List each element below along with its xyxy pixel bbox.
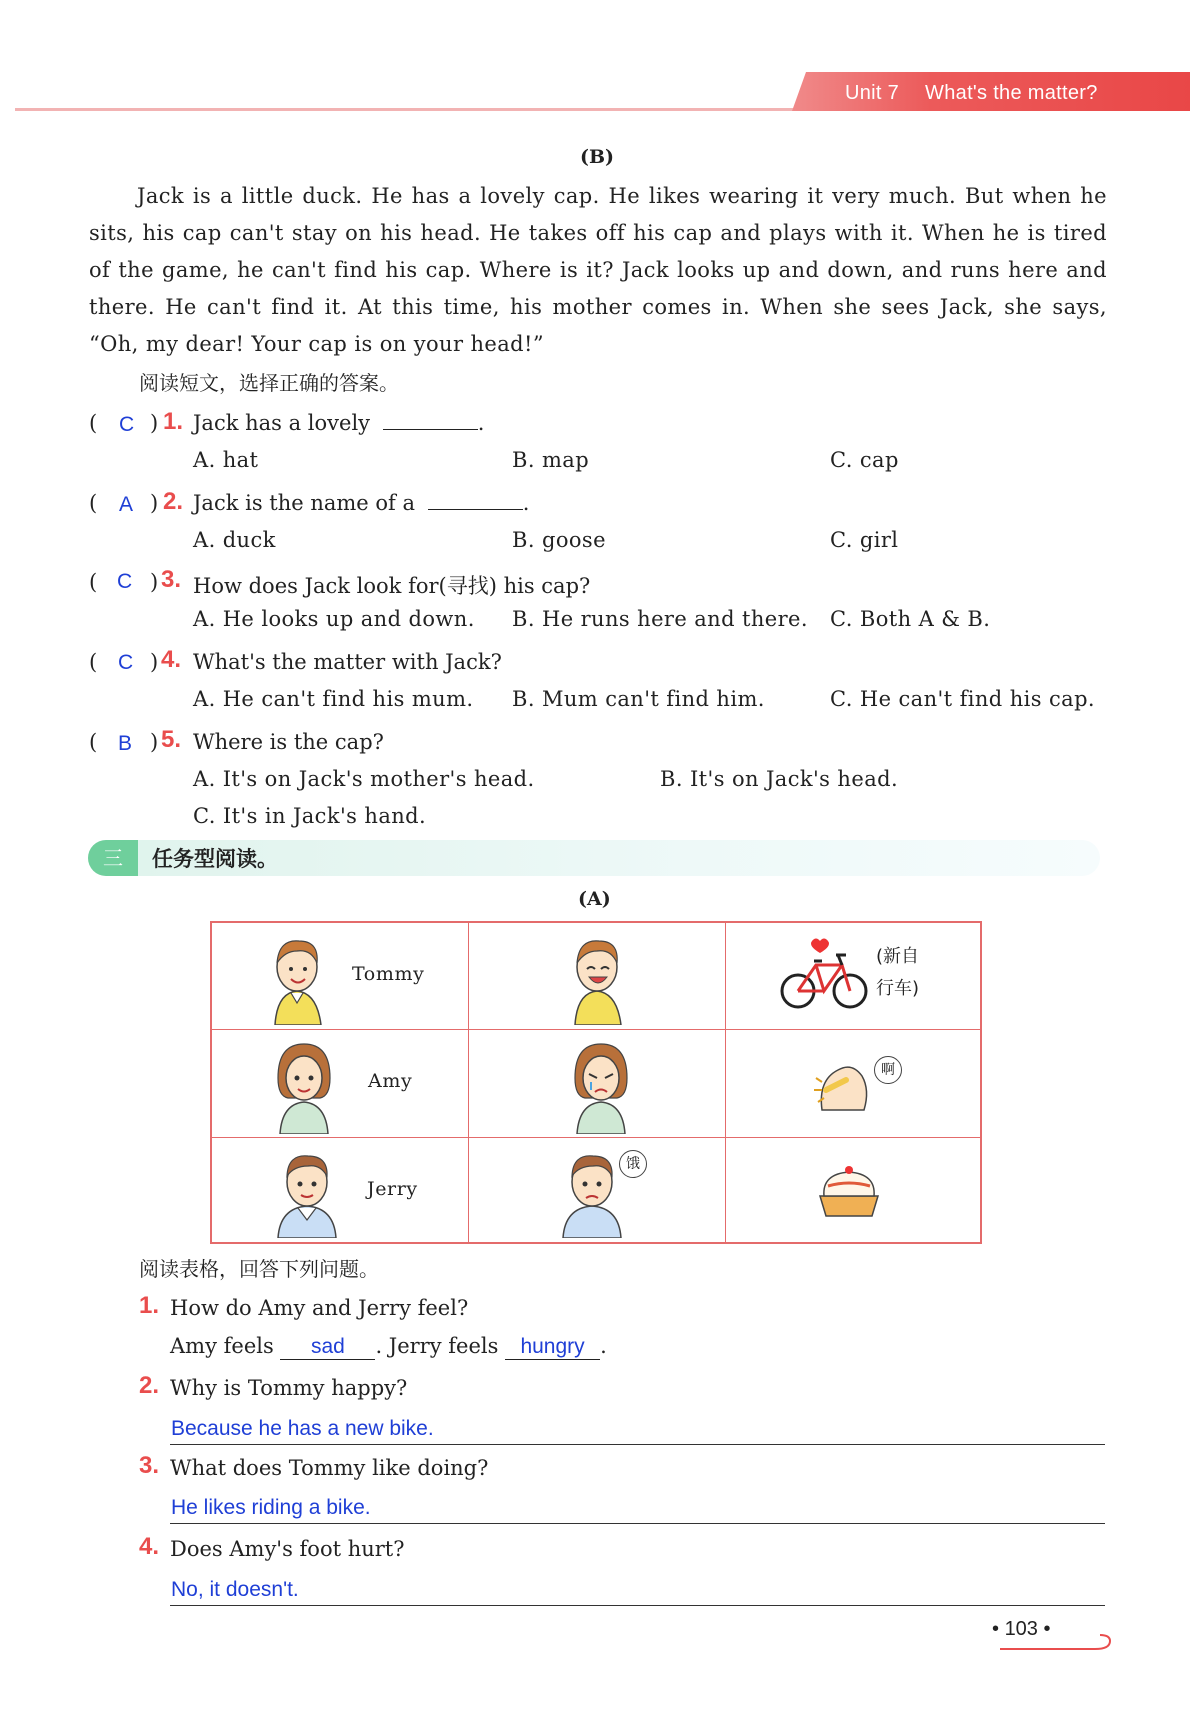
sad-face-icon (569, 1038, 633, 1134)
answer-slot-hungry (505, 1334, 600, 1360)
question-number-1: 1. (163, 408, 184, 435)
task-question-2: Why is Tommy happy? (170, 1376, 408, 1400)
option-b: B. Mum can't find him. (512, 687, 765, 711)
question-3: How does Jack look for(寻找) his cap? (193, 574, 591, 598)
mc-answer-3: C (117, 570, 133, 593)
person-name-tommy: Tommy (352, 963, 425, 985)
option-b: B. map (512, 448, 590, 472)
person-name-jerry: Jerry (367, 1178, 418, 1200)
page-number-value: 103 (1004, 1618, 1038, 1640)
table-cell-tommy (212, 923, 469, 1030)
option-b: B. He runs here and there. (512, 607, 808, 631)
option-c: C. Both A & B. (830, 607, 991, 631)
table-cell-bike (726, 923, 982, 1030)
question-text: Jack has a lovely (193, 411, 371, 435)
task-answer-2: Because he has a new bike. (171, 1417, 434, 1440)
task-question-3: What does Tommy like doing? (170, 1456, 489, 1480)
amy-portrait-icon (272, 1038, 336, 1134)
page-number: • 103 • (992, 1618, 1051, 1640)
table-cell-jerry (212, 1138, 469, 1242)
answer-paren-close: ) (150, 411, 159, 435)
hungry-face-icon (557, 1144, 627, 1238)
mc-answer-5: B (118, 732, 133, 755)
task-question-4: Does Amy's foot hurt? (170, 1537, 405, 1561)
header-text (845, 82, 1098, 105)
option-a: A. It's on Jack's mother's head. (193, 767, 535, 791)
header-rule (15, 108, 800, 111)
option-c: C. It's in Jack's hand. (193, 804, 427, 828)
answer-blank (428, 491, 523, 510)
section-number-badge: 三 (88, 840, 138, 876)
option-c: C. He can't find his cap. (830, 687, 1096, 711)
task-answer-4: No, it doesn't. (171, 1578, 299, 1601)
question-5: Where is the cap? (193, 730, 384, 754)
mc-answer-2: A (119, 493, 134, 516)
option-b: B. goose (512, 528, 606, 552)
page-number-swoosh-icon (1000, 1633, 1115, 1653)
answer-blank (383, 411, 478, 430)
table-cell-tommy-face (469, 923, 726, 1030)
section-three-instruction: 阅读表格，回答下列问题。 (139, 1257, 379, 1281)
answer-line-2 (170, 1444, 1105, 1445)
question-number-5: 5. (161, 726, 182, 753)
table-cell-cake (726, 1138, 982, 1242)
bike-note (876, 941, 919, 1005)
answer-prefix: Amy feels (170, 1334, 274, 1358)
option-a: A. He looks up and down. (193, 607, 475, 631)
table-cell-amy (212, 1030, 469, 1138)
bike-note-line-2: 行车) (876, 978, 920, 999)
task-answer-3: He likes riding a bike. (171, 1496, 371, 1519)
info-table (210, 921, 982, 1244)
answer-paren-open: ( (89, 730, 98, 754)
answer-paren-open: ( (89, 570, 98, 594)
question-number-2: 2. (163, 488, 184, 515)
mc-answer-4: C (118, 651, 134, 674)
question-end: . (522, 491, 530, 515)
answer-end: . (600, 1334, 607, 1358)
question-number-t4: 4. (139, 1533, 160, 1560)
question-1 (193, 411, 484, 435)
question-number-t2: 2. (139, 1372, 160, 1399)
cake-icon (814, 1160, 884, 1220)
answer-middle: . Jerry feels (375, 1334, 499, 1358)
task-question-1: How do Amy and Jerry feel? (170, 1296, 469, 1320)
question-number-3: 3. (161, 566, 182, 593)
question-4: What's the matter with Jack? (193, 650, 502, 674)
person-name-amy: Amy (368, 1070, 413, 1092)
mc-answer-1: C (119, 413, 135, 436)
answer-line-4 (170, 1605, 1105, 1606)
section-b-instruction: 阅读短文，选择正确的答案。 (139, 371, 399, 395)
section-b-label: (B) (580, 146, 615, 168)
answer-paren-close: ) (150, 730, 159, 754)
passage-text: Jack is a little duck. He has a lovely cap. He likes wearing it very much. But when he sits, his cap can't stay on his head. He takes off his cap and plays with it. When he is tired of the game, he can't find his cap. Where is it? Jack looks up and down, and runs here and there. He can't find it. At this time, his mother comes in. When she sees Jack, she says, “Oh, my dear! Your cap is on your head!” (89, 184, 1107, 356)
option-b: B. It's on Jack's head. (660, 767, 899, 791)
table-cell-jerry-face (469, 1138, 726, 1242)
answer-slot-sad (280, 1334, 375, 1360)
option-a: A. hat (193, 448, 259, 472)
question-number-t1: 1. (139, 1292, 160, 1319)
question-2 (193, 491, 529, 515)
section-three-title: 任务型阅读。 (152, 847, 278, 871)
question-text: Jack is the name of a (193, 491, 416, 515)
answer-sad: sad (311, 1335, 345, 1358)
bicycle-icon (780, 933, 870, 1013)
task-answer-line-1 (170, 1334, 607, 1360)
question-number-4: 4. (161, 646, 182, 673)
unit-title: What's the matter? (925, 82, 1098, 104)
option-a: A. He can't find his mum. (193, 687, 474, 711)
answer-paren-close: ) (150, 570, 159, 594)
answer-hungry: hungry (520, 1335, 585, 1358)
question-end: . (477, 411, 485, 435)
answer-paren-open: ( (89, 650, 98, 674)
table-cell-hurt-foot (726, 1030, 982, 1138)
answer-paren-open: ( (89, 411, 98, 435)
jerry-portrait-icon (272, 1144, 342, 1238)
answer-paren-close: ) (150, 650, 159, 674)
hurt-foot-icon (812, 1050, 882, 1120)
unit-label: Unit 7 (845, 82, 900, 104)
answer-line-3 (170, 1523, 1105, 1524)
question-number-t3: 3. (139, 1452, 160, 1479)
reading-passage (89, 178, 1107, 363)
option-c: C. girl (830, 528, 899, 552)
amy-speech-bubble: 啊 (874, 1056, 902, 1084)
option-a: A. duck (193, 528, 276, 552)
tommy-portrait-icon (267, 931, 327, 1025)
answer-paren-close: ) (150, 491, 159, 515)
happy-face-icon (567, 931, 627, 1025)
table-cell-amy-face (469, 1030, 726, 1138)
answer-paren-open: ( (89, 491, 98, 515)
bike-note-line-1: (新自 (876, 946, 920, 967)
option-c: C. cap (830, 448, 899, 472)
section-a-label: (A) (578, 888, 611, 910)
jerry-speech-bubble: 饿 (619, 1150, 647, 1178)
